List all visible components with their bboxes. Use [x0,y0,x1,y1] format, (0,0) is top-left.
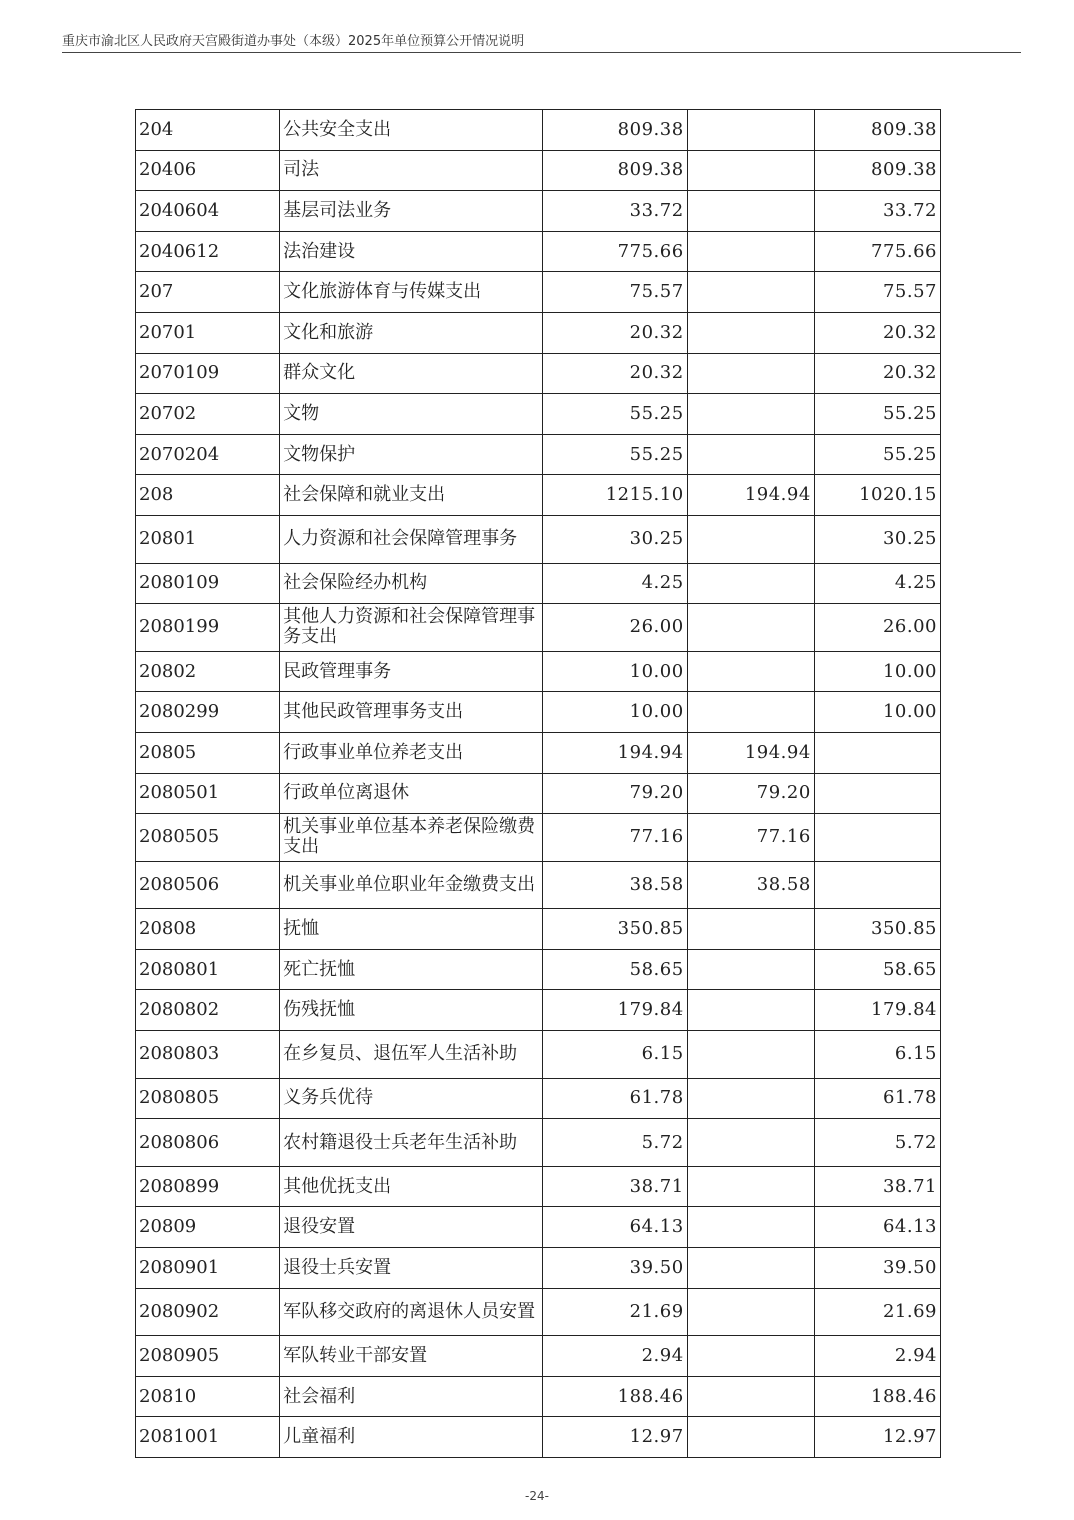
table-row [136,1288,941,1336]
cell-name: 行政单位离退休 [280,773,543,814]
table-row [136,692,941,733]
cell-project: 75.57 [814,272,940,313]
cell-name: 社会保险经办机构 [280,563,543,604]
cell-basic [687,1248,814,1289]
table-row [136,434,941,475]
cell-basic [687,191,814,232]
cell-basic [687,515,814,563]
cell-name: 文物 [280,394,543,435]
cell-project: 30.25 [814,515,940,563]
cell-project: 10.00 [814,651,940,692]
cell-total: 55.25 [543,394,687,435]
cell-total: 20.32 [543,353,687,394]
cell-project: 1020.15 [814,475,940,516]
cell-total: 33.72 [543,191,687,232]
cell-total: 809.38 [543,150,687,191]
cell-basic [687,434,814,475]
table-row [136,814,941,862]
cell-basic [687,1207,814,1248]
cell-total: 12.97 [543,1417,687,1458]
cell-name: 行政事业单位养老支出 [280,732,543,773]
cell-project: 5.72 [814,1119,940,1167]
cell-total: 2.94 [543,1336,687,1377]
cell-total: 1215.10 [543,475,687,516]
cell-project: 20.32 [814,312,940,353]
cell-name: 机关事业单位职业年金缴费支出 [280,861,543,909]
cell-total: 38.71 [543,1166,687,1207]
cell-code: 2040604 [136,191,280,232]
table-row [136,1336,941,1377]
table-row [136,110,941,151]
cell-project: 188.46 [814,1376,940,1417]
table-row [136,353,941,394]
document-header: 重庆市渝北区人民政府天宫殿街道办事处（本级）2025年单位预算公开情况说明 [62,34,525,49]
cell-project: 26.00 [814,604,940,652]
cell-name: 社会保障和就业支出 [280,475,543,516]
cell-project: 61.78 [814,1078,940,1119]
cell-name: 儿童福利 [280,1417,543,1458]
cell-code: 2080899 [136,1166,280,1207]
cell-basic: 38.58 [687,861,814,909]
cell-code: 2080905 [136,1336,280,1377]
cell-name: 其他优抚支出 [280,1166,543,1207]
cell-name: 文化和旅游 [280,312,543,353]
cell-code: 204 [136,110,280,151]
cell-project: 12.97 [814,1417,940,1458]
cell-basic [687,651,814,692]
cell-code: 20801 [136,515,280,563]
cell-code: 20810 [136,1376,280,1417]
cell-project: 55.25 [814,434,940,475]
cell-name: 死亡抚恤 [280,949,543,990]
cell-name: 民政管理事务 [280,651,543,692]
cell-code: 20802 [136,651,280,692]
cell-code: 2080501 [136,773,280,814]
cell-code: 2070204 [136,434,280,475]
cell-basic [687,312,814,353]
cell-project [814,773,940,814]
table-row [136,150,941,191]
cell-code: 2080199 [136,604,280,652]
table-row [136,312,941,353]
cell-name: 公共安全支出 [280,110,543,151]
cell-code: 2080109 [136,563,280,604]
cell-total: 21.69 [543,1288,687,1336]
cell-name: 人力资源和社会保障管理事务 [280,515,543,563]
cell-total: 188.46 [543,1376,687,1417]
cell-basic [687,949,814,990]
cell-total: 194.94 [543,732,687,773]
cell-project: 38.71 [814,1166,940,1207]
cell-total: 77.16 [543,814,687,862]
cell-project: 64.13 [814,1207,940,1248]
cell-code: 2080505 [136,814,280,862]
cell-name: 伤残抚恤 [280,990,543,1031]
cell-total: 775.66 [543,231,687,272]
cell-total: 39.50 [543,1248,687,1289]
cell-name: 文物保护 [280,434,543,475]
cell-code: 2080803 [136,1031,280,1079]
cell-name: 文化旅游体育与传媒支出 [280,272,543,313]
cell-project: 350.85 [814,909,940,950]
cell-name: 军队转业干部安置 [280,1336,543,1377]
header-divider [62,52,1021,53]
cell-basic [687,1288,814,1336]
cell-basic: 79.20 [687,773,814,814]
cell-basic [687,1031,814,1079]
cell-project: 179.84 [814,990,940,1031]
cell-total: 20.32 [543,312,687,353]
cell-code: 20805 [136,732,280,773]
cell-name: 机关事业单位基本养老保险缴费支出 [280,814,543,862]
cell-basic [687,353,814,394]
cell-basic [687,231,814,272]
cell-project: 55.25 [814,394,940,435]
cell-name: 义务兵优待 [280,1078,543,1119]
cell-code: 207 [136,272,280,313]
cell-name: 农村籍退役士兵老年生活补助 [280,1119,543,1167]
table-row [136,394,941,435]
cell-name: 军队移交政府的离退休人员安置 [280,1288,543,1336]
cell-total: 58.65 [543,949,687,990]
cell-total: 6.15 [543,1031,687,1079]
cell-project [814,732,940,773]
cell-project: 2.94 [814,1336,940,1377]
table-row [136,1078,941,1119]
table-row [136,231,941,272]
cell-project: 39.50 [814,1248,940,1289]
table-row [136,563,941,604]
cell-basic [687,990,814,1031]
cell-project: 21.69 [814,1288,940,1336]
cell-name: 司法 [280,150,543,191]
cell-code: 2080506 [136,861,280,909]
table-row [136,949,941,990]
cell-project: 20.32 [814,353,940,394]
cell-code: 20809 [136,1207,280,1248]
cell-basic [687,604,814,652]
cell-basic [687,1376,814,1417]
cell-total: 26.00 [543,604,687,652]
cell-code: 2080805 [136,1078,280,1119]
cell-basic: 77.16 [687,814,814,862]
budget-table-body [136,110,941,1458]
cell-project: 775.66 [814,231,940,272]
cell-code: 2080801 [136,949,280,990]
cell-basic [687,272,814,313]
cell-name: 群众文化 [280,353,543,394]
cell-basic [687,909,814,950]
table-row [136,1248,941,1289]
table-row [136,861,941,909]
cell-code: 2080299 [136,692,280,733]
table-row [136,1119,941,1167]
cell-name: 法治建设 [280,231,543,272]
table-row [136,732,941,773]
cell-name: 在乡复员、退伍军人生活补助 [280,1031,543,1079]
cell-total: 64.13 [543,1207,687,1248]
cell-name: 抚恤 [280,909,543,950]
cell-name: 社会福利 [280,1376,543,1417]
cell-code: 20701 [136,312,280,353]
cell-project: 33.72 [814,191,940,232]
cell-basic [687,1336,814,1377]
cell-project: 809.38 [814,150,940,191]
cell-total: 179.84 [543,990,687,1031]
table-row [136,1031,941,1079]
table-row [136,604,941,652]
table-row [136,272,941,313]
cell-total: 79.20 [543,773,687,814]
table-row [136,1417,941,1458]
cell-name: 其他民政管理事务支出 [280,692,543,733]
cell-project: 58.65 [814,949,940,990]
cell-project: 809.38 [814,110,940,151]
cell-project [814,861,940,909]
cell-basic [687,692,814,733]
cell-basic [687,150,814,191]
cell-basic [687,563,814,604]
cell-basic: 194.94 [687,732,814,773]
cell-total: 350.85 [543,909,687,950]
cell-name: 基层司法业务 [280,191,543,232]
cell-basic [687,110,814,151]
cell-name: 退役士兵安置 [280,1248,543,1289]
cell-code: 2080901 [136,1248,280,1289]
cell-code: 2040612 [136,231,280,272]
cell-total: 5.72 [543,1119,687,1167]
table-row [136,475,941,516]
budget-table [135,109,941,1458]
cell-code: 20808 [136,909,280,950]
cell-basic [687,1078,814,1119]
cell-total: 55.25 [543,434,687,475]
table-row [136,1376,941,1417]
cell-code: 2081001 [136,1417,280,1458]
cell-code: 20702 [136,394,280,435]
cell-total: 30.25 [543,515,687,563]
cell-code: 2080802 [136,990,280,1031]
cell-project: 10.00 [814,692,940,733]
cell-total: 10.00 [543,651,687,692]
cell-project: 6.15 [814,1031,940,1079]
cell-code: 2080806 [136,1119,280,1167]
table-row [136,651,941,692]
cell-name: 其他人力资源和社会保障管理事务支出 [280,604,543,652]
cell-code: 2070109 [136,353,280,394]
cell-name: 退役安置 [280,1207,543,1248]
table-row [136,515,941,563]
cell-basic: 194.94 [687,475,814,516]
cell-code: 208 [136,475,280,516]
cell-code: 20406 [136,150,280,191]
cell-code: 2080902 [136,1288,280,1336]
cell-basic [687,1166,814,1207]
cell-total: 809.38 [543,110,687,151]
table-row [136,191,941,232]
cell-total: 75.57 [543,272,687,313]
cell-project [814,814,940,862]
cell-total: 4.25 [543,563,687,604]
table-row [136,1207,941,1248]
table-row [136,909,941,950]
cell-total: 10.00 [543,692,687,733]
cell-basic [687,1119,814,1167]
cell-project: 4.25 [814,563,940,604]
cell-basic [687,394,814,435]
table-row [136,1166,941,1207]
page-number: -24- [525,1489,549,1503]
table-row [136,773,941,814]
cell-basic [687,1417,814,1458]
cell-total: 61.78 [543,1078,687,1119]
cell-total: 38.58 [543,861,687,909]
table-row [136,990,941,1031]
